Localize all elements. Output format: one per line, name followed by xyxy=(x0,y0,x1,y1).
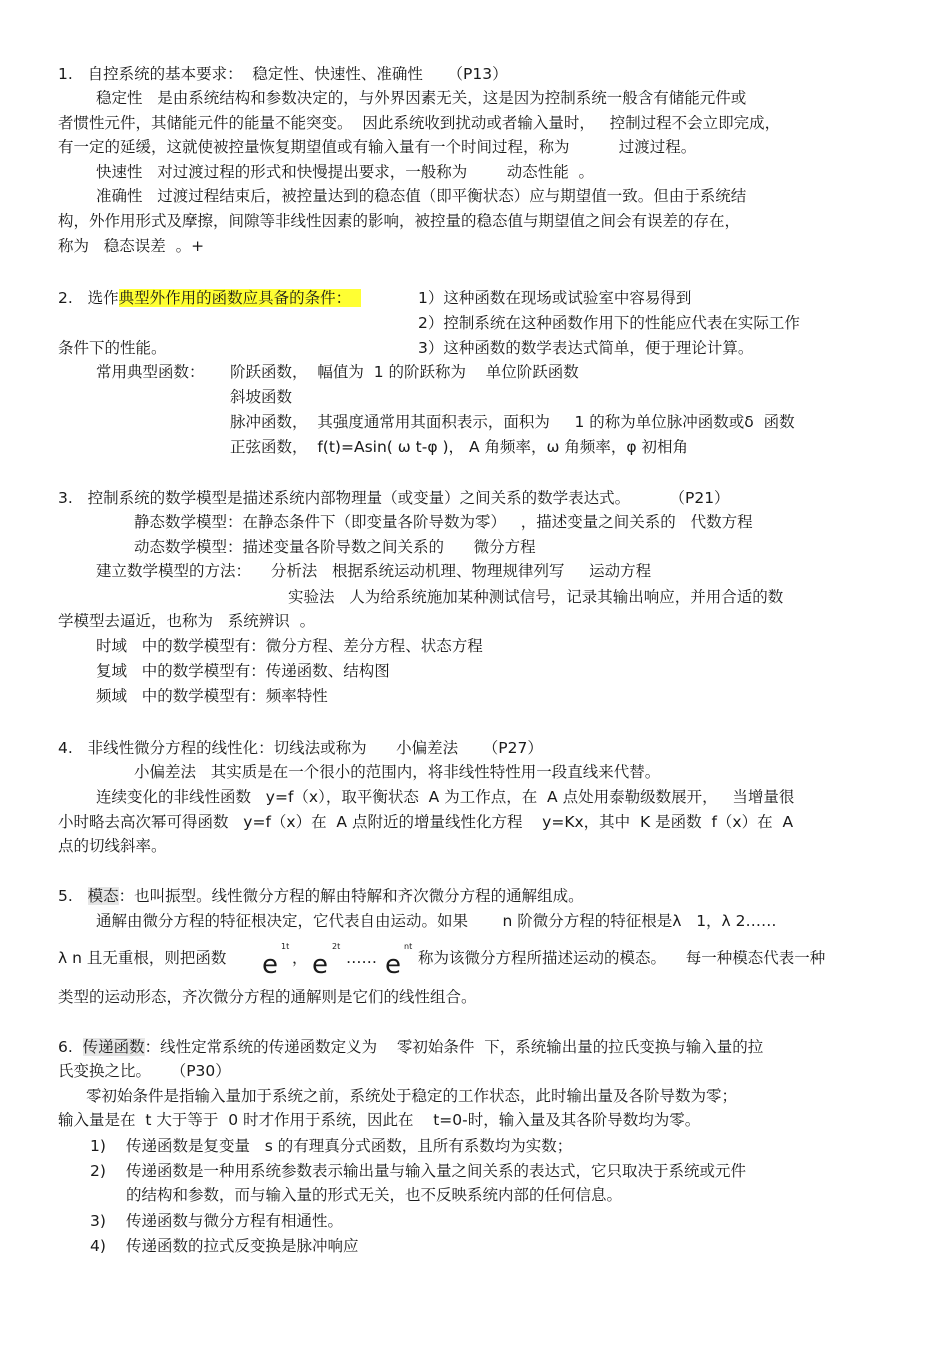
s4-line: 小偏差法 其实质是在一个很小的范围内，将非线性特性用一段直线来代替。 xyxy=(134,763,661,781)
s2-condition: 2）控制系统在这种函数作用下的性能应代表在实际工作 xyxy=(418,314,800,332)
exp-comma: ， xyxy=(292,949,308,967)
s3-domain-line: 复域 中的数学模型有：传递函数、结构图 xyxy=(96,662,390,680)
s2-line: 条件下的性能。 xyxy=(58,339,167,357)
s1-line: 准确性 过渡过程结束后，被控量达到的稳态值（即平衡状态）应与期望值一致。但由于系统结 xyxy=(96,187,747,205)
s3-line: 学模型去逼近，也称为 系统辨识 。 xyxy=(58,612,316,630)
exp-e-1: e xyxy=(262,950,278,980)
s3-line: 动态数学模型：描述变量各阶导数之间关系的 微分方程 xyxy=(134,538,536,556)
s6-item-number: 2) xyxy=(90,1162,106,1180)
s4-line: 小时略去高次幂可得函数 y=f（x）在 A 点附近的增量线性化方程 y=Kx，其中 K 是函数 f（x）在 A xyxy=(58,813,794,831)
s6-item-number: 4) xyxy=(90,1237,106,1255)
s6-line: 输入量是在 t 大于等于 0 时才作用于系统，因此在 t=0-时，输入量及其各阶导数均为零。 xyxy=(58,1111,701,1129)
s2-function-item: 脉冲函数， 其强度通常用其面积表示，面积为 1 的称为单位脉冲函数或δ 函数 xyxy=(230,413,795,431)
s2-highlighted-text: 典型外作用的函数应具备的条件： xyxy=(118,289,361,307)
exp-e-n: e xyxy=(385,950,401,980)
s1-line: 有一定的延缓，这就使被控量恢复期望值或有输入量有一个时间过程，称为 过渡过程。 xyxy=(58,138,697,156)
s2-function-label: 常用典型函数： xyxy=(96,363,205,381)
s6-item: 传递函数与微分方程有相通性。 xyxy=(126,1212,344,1230)
s3-line: 建立数学模型的方法： 分析法 根据系统运动机理、物理规律列写 运动方程 xyxy=(96,562,652,580)
s6-item-number: 3) xyxy=(90,1212,106,1230)
s1-line: 称为 稳态误差 。+ xyxy=(58,237,205,255)
s4-line: 点的切线斜率。 xyxy=(58,837,167,855)
s6-item-number: 1) xyxy=(90,1137,106,1155)
exp-sup-2: 2t xyxy=(332,942,341,951)
s5-line: 称为该微分方程所描述运动的模态。 每一种模态代表一种 xyxy=(418,949,826,967)
s3-line: 实验法 人为给系统施加某种测试信号，记录其输出响应，并用合适的数 xyxy=(288,588,784,606)
s2-function-item: 斜坡函数 xyxy=(230,388,293,406)
s2-heading xyxy=(58,288,361,308)
s2-function-item: 正弦函数， f(t)=Asin( ω t-φ )， A 角频率，ω 角频率，φ 初相角 xyxy=(230,438,689,456)
s3-line: 静态数学模型：在静态条件下（即变量各阶导数为零） ，描述变量之间关系的 代数方程 xyxy=(134,513,753,531)
s6-line: 零初始条件是指输入量加于系统之前，系统处于稳定的工作状态，此时输出量及各阶导数为零； xyxy=(86,1087,738,1105)
s1-heading: 1. 自控系统的基本要求： 稳定性、快速性、准确性 （P13） xyxy=(58,65,508,83)
exp-sup-n: nt xyxy=(404,942,413,951)
s5-definition: ：也叫振型。线性微分方程的解由特解和齐次微分方程的通解组成。 xyxy=(118,887,584,905)
s2-heading-prefix: 2. 选作 xyxy=(58,289,119,307)
s5-line: 类型的运动形态，齐次微分方程的通解则是它们的线性组合。 xyxy=(58,988,477,1006)
exp-sup-1: 1t xyxy=(281,942,290,951)
exp-e-2: e xyxy=(312,950,328,980)
s6-item: 传递函数是复变量 s 的有理真分式函数，且所有系数均为实数； xyxy=(126,1137,573,1155)
s6-definition: ：线性定常系统的传递函数定义为 零初始条件 下，系统输出量的拉氏变换与输入量的拉 xyxy=(144,1038,764,1056)
s5-term: 模态 xyxy=(87,887,119,905)
s6-term: 传递函数 xyxy=(82,1038,145,1056)
s2-function-item: 阶跃函数， 幅值为 1 的阶跃称为 单位阶跃函数 xyxy=(230,363,579,381)
s2-condition: 1）这种函数在现场或试验室中容易得到 xyxy=(418,289,692,307)
s1-line: 者惯性元件，其储能元件的能量不能突变。 因此系统收到扰动或者输入量时， 控制过程不会立即完成， xyxy=(58,114,781,132)
s5-line: λ n 且无重根，则把函数 xyxy=(58,949,227,967)
s4-line: 连续变化的非线性函数 y=f（x），取平衡状态 A 为工作点，在 A 点处用泰勒级数展开， 当增量很 xyxy=(96,788,795,806)
s6-item-continued: 的结构和参数，而与输入量的形式无关，也不反映系统内部的任何信息。 xyxy=(126,1186,623,1204)
exp-dots: …… xyxy=(346,949,377,967)
s6-number: 6. xyxy=(58,1038,83,1056)
s1-line: 快速性 对过渡过程的形式和快慢提出要求，一般称为 动态性能 。 xyxy=(96,163,595,181)
s1-line: 构，外作用形式及摩擦，间隙等非线性因素的影响，被控量的稳态值与期望值之间会有误差的存在， xyxy=(58,212,741,230)
s5-number: 5. xyxy=(58,887,88,905)
s5-line: 通解由微分方程的特征根决定，它代表自由运动。如果 n 阶微分方程的特征根是λ 1，λ 2…… xyxy=(96,912,777,930)
s6-heading xyxy=(58,1037,763,1057)
s3-heading: 3. 控制系统的数学模型是描述系统内部物理量（或变量）之间关系的数学表达式。 （P21） xyxy=(58,489,730,507)
s4-heading: 4. 非线性微分方程的线性化：切线法或称为 小偏差法 （P27） xyxy=(58,739,543,757)
s1-line: 稳定性 是由系统结构和参数决定的，与外界因素无关，这是因为控制系统一般含有储能元件或 xyxy=(96,89,747,107)
s2-condition: 3）这种函数的数学表达式简单，便于理论计算。 xyxy=(418,339,754,357)
s3-domain-line: 频域 中的数学模型有：频率特性 xyxy=(96,687,328,705)
s3-domain-line: 时域 中的数学模型有：微分方程、差分方程、状态方程 xyxy=(96,637,483,655)
s6-item: 传递函数是一种用系统参数表示输出量与输入量之间关系的表达式，它只取决于系统或元件 xyxy=(126,1162,747,1180)
s5-heading xyxy=(58,886,584,906)
s6-item: 传递函数的拉式反变换是脉冲响应 xyxy=(126,1237,359,1255)
s6-line: 氏变换之比。 （P30） xyxy=(58,1062,231,1080)
